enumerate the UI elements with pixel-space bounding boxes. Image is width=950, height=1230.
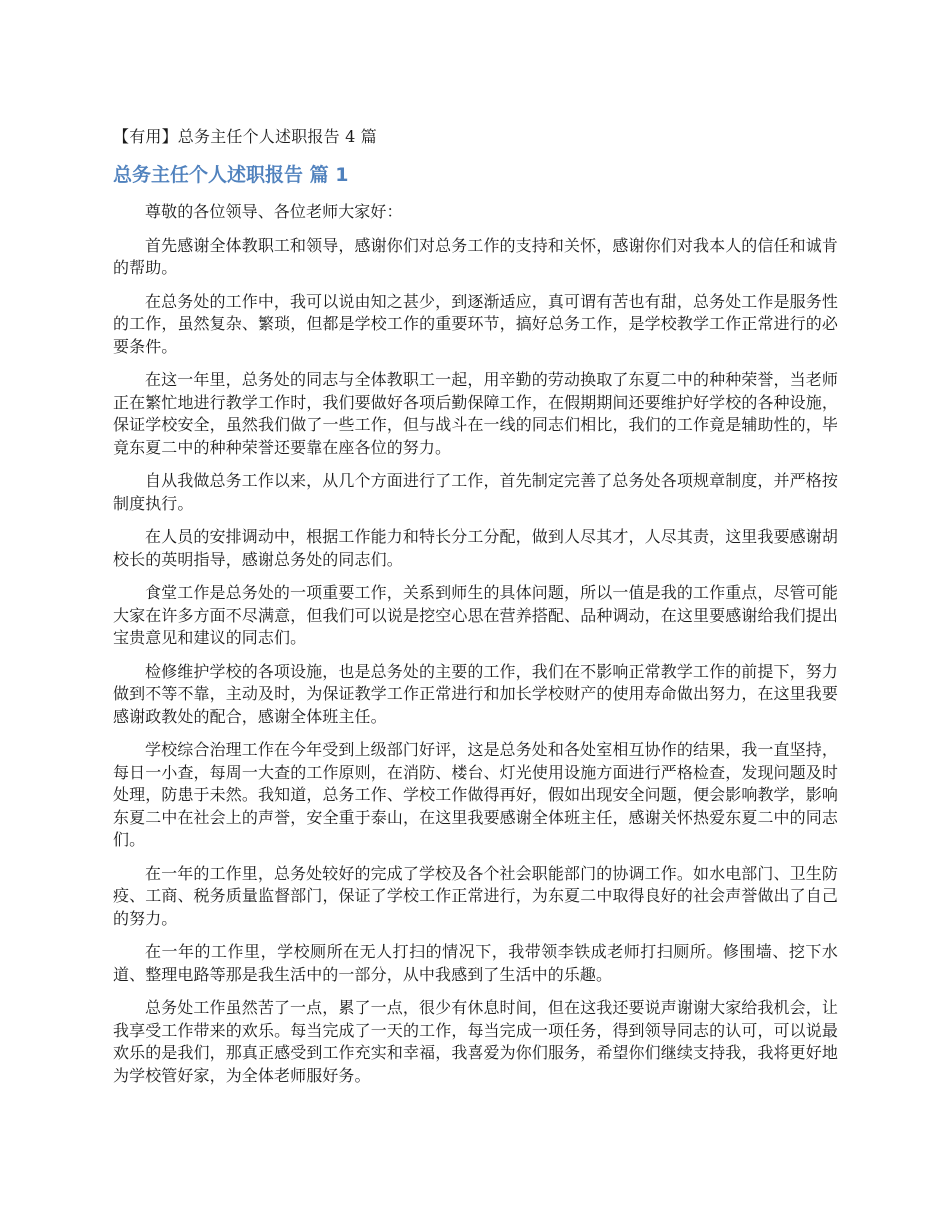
document-page [113, 125, 838, 1098]
paragraph: 自从我做总务工作以来，从几个方面进行了工作，首先制定完善了总务处各项规章制度，并严格按制度执行。 [113, 471, 838, 513]
paragraph: 学校综合治理工作在今年受到上级部门好评，这是总务处和各处室相互协作的结果，我一直坚持，每日一小查，每周一大查的工作原则，在消防、楼台、灯光使用设施方面进行严格检查，发现问题及时处理，防患于未然。我知道，总务工作、学校工作做得再好，假如出现安全问题，便会影响教学，影响东夏二中在社会上的声誉，安全重于泰山，在这里我要感谢全体班主任，感谢关怀热爱东夏二中的同志们。 [113, 740, 838, 849]
document-title: 【有用】总务主任个人述职报告 4 篇 [113, 127, 377, 146]
paragraph: 在人员的安排调动中，根据工作能力和特长分工分配，做到人尽其才，人尽其责，这里我要感谢胡校长的英明指导，感谢总务处的同志们。 [113, 527, 838, 569]
paragraph: 在这一年里，总务处的同志与全体教职工一起，用辛勤的劳动换取了东夏二中的种种荣誉，当老师正在繁忙地进行教学工作时，我们要做好各项后勤保障工作，在假期期间还要维护好学校的各种设施，保证学校安全，虽然我们做了一些工作，但与战斗在一线的同志们相比，我们的工作竟是辅助性的，毕竟东夏二中的种种荣誉还要靠在座各位的努力。 [113, 370, 838, 457]
section-heading: 总务主任个人述职报告 篇 1 [113, 164, 349, 186]
paragraph-salutation: 尊敬的各位领导、各位老师大家好： [145, 202, 403, 221]
paragraph: 总务处工作虽然苦了一点，累了一点，很少有休息时间，但在这我还要说声谢谢大家给我机会，让我享受工作带来的欢乐。每当完成了一天的工作，每当完成一项任务，得到领导同志的认可，可以说最欢乐的是我们，那真正感受到工作充实和幸福，我喜爱为你们服务，希望你们继续支持我，我将更好地为学校管好家，为全体老师服好务。 [113, 998, 838, 1085]
paragraph: 在一年的工作里，学校厕所在无人打扫的情况下，我带领李铁成老师打扫厕所。修围墙、挖下水道、整理电路等那是我生活中的一部分，从中我感到了生活中的乐趣。 [113, 942, 838, 984]
paragraph: 检修维护学校的各项设施，也是总务处的主要的工作，我们在不影响正常教学工作的前提下，努力做到不等不靠，主动及时，为保证教学工作正常进行和加长学校财产的使用寿命做出努力，在这里我要感谢政教处的配合，感谢全体班主任。 [113, 661, 838, 726]
paragraph: 食堂工作是总务处的一项重要工作，关系到师生的具体问题，所以一值是我的工作重点，尽管可能大家在许多方面不尽满意，但我们可以说是挖空心思在营养搭配、品种调动，在这里要感谢给我们提出宝贵意见和建议的同志们。 [113, 583, 838, 647]
paragraph: 首先感谢全体教职工和领导，感谢你们对总务工作的支持和关怀，感谢你们对我本人的信任和诚肯的帮助。 [113, 235, 838, 277]
paragraph: 在一年的工作里，总务处较好的完成了学校及各个社会职能部门的协调工作。如水电部门、卫生防疫、工商、税务质量监督部门，保证了学校工作正常进行，为东夏二中取得良好的社会声誉做出了自己的努力。 [113, 863, 838, 928]
paragraph: 在总务处的工作中，我可以说由知之甚少，到逐渐适应，真可谓有苦也有甜，总务处工作是服务性的工作，虽然复杂、繁琐，但都是学校工作的重要环节，搞好总务工作，是学校教学工作正常进行的必要条件。 [113, 291, 838, 356]
